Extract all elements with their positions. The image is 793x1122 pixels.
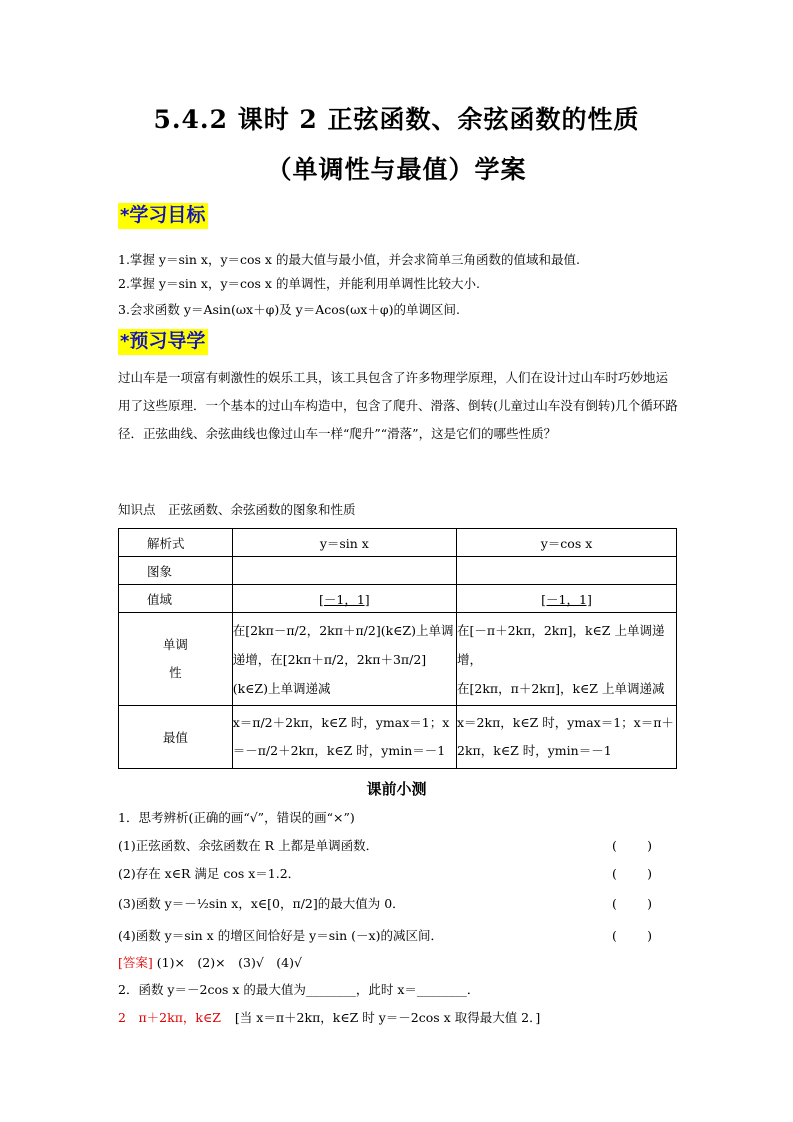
table-cell: 在[2kπ－π/2，2kπ＋π/2](k∈Z)上单调递增，在[2kπ＋π/2，2kπ＋3π/2](k∈Z)上单调递减 xyxy=(232,613,456,706)
answer-blank: ( ) xyxy=(612,928,652,943)
question-2-explanation: [当 x＝π＋2kπ，k∈Z 时 y＝－2cos x 取得最大值 2．] xyxy=(234,1010,541,1025)
table-cell: 图象 xyxy=(119,557,233,585)
question-1-intro: 1．思考辨析(正确的画“√”，错误的画“×”) xyxy=(118,810,355,825)
question-1-1: (1)正弦函数、余弦函数在 R 上都是单调函数． xyxy=(118,838,379,853)
range-sin: [－1，1] xyxy=(319,591,370,607)
question-1-4: (4)函数 y＝sin x 的增区间恰好是 y＝sin (－x)的减区间． xyxy=(118,928,443,943)
star-icon: * xyxy=(120,205,130,226)
answer-text: (1)× (2)× (3)√ (4)√ xyxy=(156,955,302,970)
table-header-cell: y＝sin x xyxy=(232,529,456,557)
knowledge-point: 知识点 正弦函数、余弦函数的图象和性质 xyxy=(118,502,356,517)
range-cos: [－1，1] xyxy=(541,591,592,607)
table-cell xyxy=(232,585,456,613)
star-icon: * xyxy=(120,331,130,352)
table-cell xyxy=(232,557,456,585)
table-cell xyxy=(457,585,677,613)
answer-blank: ( ) xyxy=(612,866,652,881)
intro-paragraph: 过山车是一项富有刺激性的娱乐工具，该工具包含了许多物理学原理，人们在设计过山车时巧妙地运用了这些原理．一个基本的过山车构造中，包含了爬升、滑落、倒转(儿童过山车没有倒转)几个循环路径．正弦曲线、余弦曲线也像过山车一样“爬升”“滑落”，这是它们的哪些性质？ xyxy=(118,370,678,441)
objective-1: 1.掌握 y＝sin x，y＝cos x 的最大值与最小值，并会求简单三角函数的值域和最值. xyxy=(118,252,580,267)
question-2: 2．函数 y＝－2cos x 的最大值为________，此时 x＝________． xyxy=(118,982,480,997)
answer-blank: ( ) xyxy=(612,838,652,853)
table-cell: x＝2kπ，k∈Z 时，ymax＝1；x＝π＋2kπ，k∈Z 时，ymin＝－1 xyxy=(457,706,677,769)
question-2-answer: 2 π＋2kπ，k∈Z xyxy=(118,1010,221,1025)
mono-label-2: 性 xyxy=(169,665,182,680)
objective-3: 3.会求函数 y＝Asin(ωx＋φ)及 y＝Acos(ωx＋φ)的单调区间. xyxy=(118,302,460,317)
table-header-cell: 解析式 xyxy=(119,529,233,557)
table-cell xyxy=(119,613,233,706)
table-row xyxy=(119,706,677,769)
objective-2: 2.掌握 y＝sin x，y＝cos x 的单调性，并能利用单调性比较大小. xyxy=(118,276,480,291)
page-title-line2: （单调性与最值）学案 xyxy=(266,155,527,184)
table-header-cell: y＝cos x xyxy=(457,529,677,557)
mono-label-1: 单调 xyxy=(162,637,188,652)
answer-line xyxy=(118,955,302,971)
table-cell: 值域 xyxy=(119,585,233,613)
page-title-line1: 5.4.2 课时 2 正弦函数、余弦函数的性质 xyxy=(153,105,640,134)
question-1-3: (3)函数 y＝－½sin x，x∈[0，π/2]的最大值为 0． xyxy=(118,896,405,911)
table-cell xyxy=(457,613,677,706)
pretest-title: 课前小测 xyxy=(366,780,427,798)
table-row xyxy=(119,585,677,613)
table-cell: 最值 xyxy=(119,706,233,769)
properties-table xyxy=(118,528,677,769)
section-heading-objectives xyxy=(118,203,208,229)
answer-blank: ( ) xyxy=(612,896,652,911)
table-cell xyxy=(457,557,677,585)
section-heading-objectives-text: 学习目标 xyxy=(129,204,206,226)
section-heading-preview-text: 预习导学 xyxy=(129,330,206,352)
table-row xyxy=(119,557,677,585)
question-2-answer-line xyxy=(118,1010,540,1026)
table-row xyxy=(119,613,677,706)
section-heading-preview xyxy=(118,329,208,355)
question-1-2: (2)存在 x∈R 满足 cos x＝1.2． xyxy=(118,866,301,881)
table-cell: x＝π/2＋2kπ，k∈Z 时，ymax＝1；x＝－π/2＋2kπ，k∈Z 时，ymin＝－1 xyxy=(232,706,456,769)
answer-label: [答案] xyxy=(118,955,153,970)
mono-cos-line2: 在[2kπ，π＋2kπ]，k∈Z 上单调递减 xyxy=(457,680,665,696)
mono-cos-line1: 在[－π＋2kπ，2kπ]，k∈Z 上单调递增， xyxy=(457,622,665,667)
table-row xyxy=(119,529,677,557)
